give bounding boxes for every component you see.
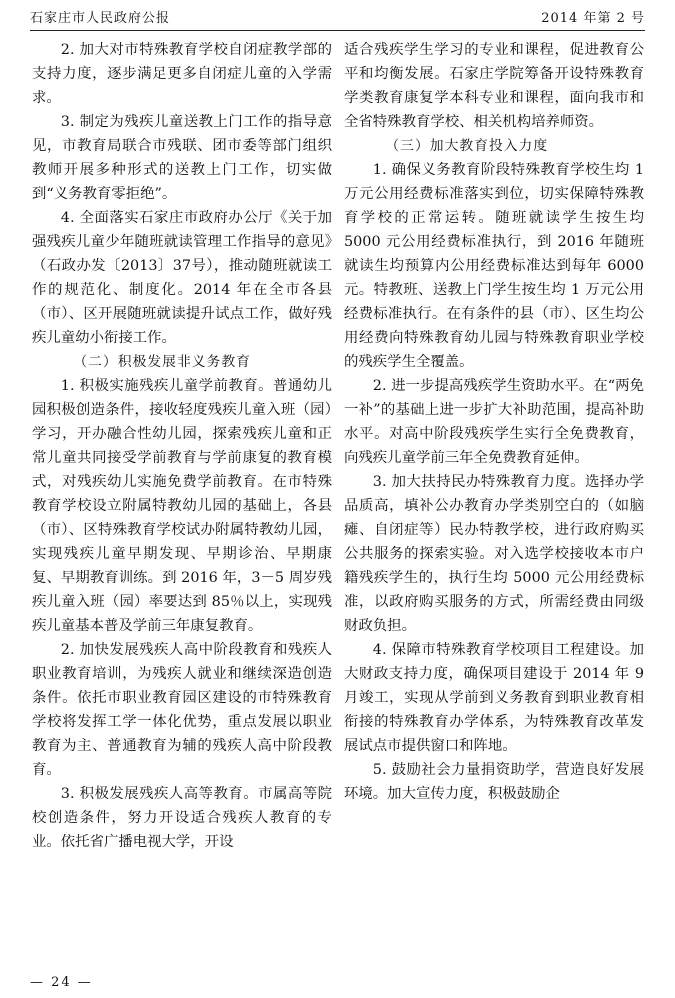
paragraph: 5. 鼓励社会力量捐资助学，营造良好发展环境。加大宣传力度，积极鼓励企 bbox=[344, 762, 644, 802]
paragraph: 4. 全面落实石家庄市政府办公厅《关于加强残疾儿童少年随班就读管理工作指导的意见》（石政办发〔2013〕37号），推动随班就读工作的规范化、制度化。2014 年在全市各县（市）、区开展随班就读提升试点工作，做好残疾儿童幼小衔接工作。 bbox=[32, 210, 332, 346]
section-heading: （二）积极发展非义务教育 bbox=[73, 354, 251, 370]
page-header bbox=[30, 0, 645, 31]
page-number: — 24 — bbox=[30, 975, 93, 990]
paragraph: 3. 加大扶持民办特殊教育力度。选择办学品质高，填补公办教育办学类别空白的（如脑瘫、自闭症等）民办特教学校，进行政府购买公共服务的探索实验。对入选学校接收本市户籍残疾学生的，执行生均 5000 元公用经费标准，以政府购买服务的方式，所需经费由同级财政负担。 bbox=[344, 474, 644, 634]
paragraph: 1. 积极实施残疾儿童学前教育。普通幼儿园积极创造条件，接收轻度残疾儿童入班（园）学习，开办融合性幼儿园，探索残疾儿童和正常儿童共同接受学前教育与学前康复的教育模式，对残疾幼儿实施免费学前教育。在市特殊教育学校设立附属特教幼儿园的基础上，各县（市）、区特殊教育学校试办附属特教幼儿园，实现残疾儿童早期发现、早期诊治、早期康复、早期教育训练。到 2016 年，3－5 周岁残疾儿童入班（园）率要达到 85％以上，实现残疾儿童基本普及学前三年康复教育。 bbox=[32, 378, 332, 634]
paragraph: 4. 保障市特殊教育学校项目工程建设。加大财政支持力度，确保项目建设于 2014 年 9 月竣工，实现从学前到义务教育到职业教育相衔接的特殊教育办学体系，为特殊教育改革发展试点市提供窗口和阵地。 bbox=[344, 642, 644, 754]
issue-number: 2014 年第 2 号 bbox=[541, 11, 645, 26]
paragraph: 1. 确保义务教育阶段特殊教育学校生均 1 万元公用经费标准落实到位，切实保障特殊教育学校的正常运转。随班就读学生按生均 5000 元公用经费标准执行，到 2016 年随班就读生均预算内公用经费标准达到每年 6000 元。特教班、送教上门学生按生均 1 万元公用经费标准执行。在有条件的县（市）、区生均公用经费向特殊教育幼儿园与特殊教育职业学校的残疾学生全覆盖。 bbox=[344, 162, 644, 370]
paragraph: 3. 积极发展残疾人高等教育。市属高等院校创造条件，努力开设适合残疾人教育的专业。依托省广播电视大学，开设 bbox=[32, 786, 332, 850]
publication-title: 石家庄市人民政府公报 bbox=[30, 11, 171, 26]
paragraph: 3. 制定为残疾儿童送教上门工作的指导意见，市教育局联合市残联、团市委等部门组织教师开展多种形式的送教上门工作，切实做到“义务教育零拒绝”。 bbox=[32, 114, 332, 202]
paragraph: 2. 加大对市特殊教育学校自闭症教学部的支持力度，逐步满足更多自闭症儿童的入学需求。 bbox=[32, 42, 332, 106]
paragraph: 2. 进一步提高残疾学生资助水平。在“两免一补”的基础上进一步扩大补助范围，提高补助水平。对高中阶段残疾学生实行全免费教育，向残疾儿童学前三年全免费教育延伸。 bbox=[344, 378, 644, 466]
right-column bbox=[344, 38, 644, 806]
paragraph-continuation: 适合残疾学生学习的专业和课程，促进教育公平和均衡发展。石家庄学院筹备开设特殊教育学类教育康复学本科专业和课程，面向我市和全省特殊教育学校、相关机构培养师资。 bbox=[344, 42, 644, 130]
paragraph: 2. 加快发展残疾人高中阶段教育和残疾人职业教育培训，为残疾人就业和继续深造创造条件。依托市职业教育园区建设的市特殊教育学校将发挥工学一体化优势，重点发展以职业教育为主、普通教育为辅的残疾人高中阶段教育。 bbox=[32, 642, 332, 778]
left-column bbox=[32, 38, 332, 854]
section-heading: （三）加大教育投入力度 bbox=[385, 138, 549, 154]
